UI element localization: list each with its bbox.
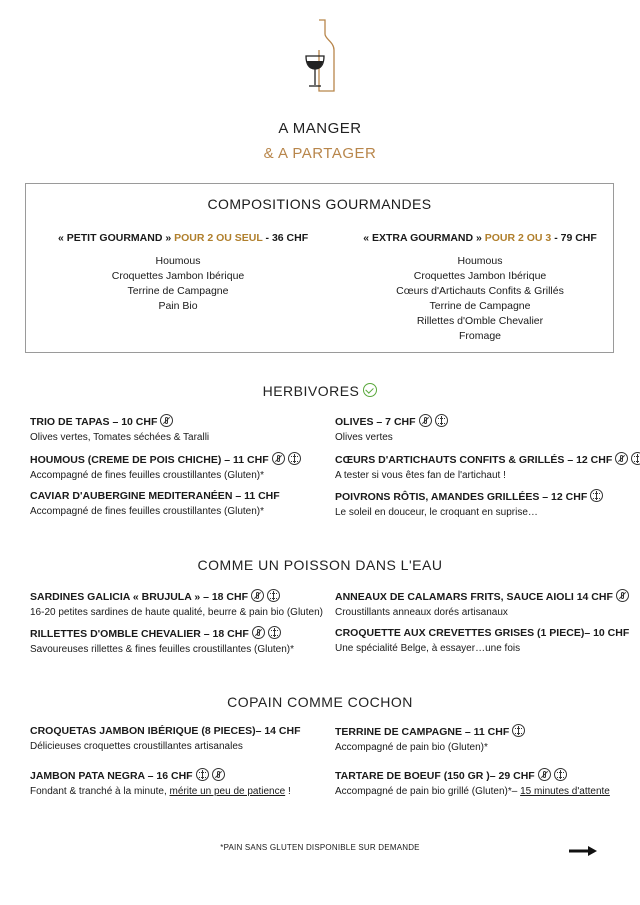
menu-item <box>335 414 448 445</box>
item-desc: Accompagné de fines feuilles croustillantes (Gluten)* <box>30 506 265 517</box>
compositions-box <box>25 183 614 353</box>
gluten-icon <box>512 724 525 737</box>
menu-item <box>30 724 301 754</box>
gluten-icon <box>631 452 640 465</box>
item-desc-text: Fondant & tranché à la minute, <box>30 786 170 797</box>
item-name: CROQUETTE AUX CREVETTES GRISES (1 PIECE)– 10 CHF <box>335 627 630 639</box>
combo-persons: POUR 2 OU 3 <box>484 232 552 244</box>
combo-extra-gourmand <box>355 232 605 344</box>
combo-name: « PETIT GOURMAND » <box>58 232 172 244</box>
list-item: Houmous <box>155 255 201 267</box>
item-desc: Accompagné de fines feuilles croustillantes (Gluten)* <box>30 470 265 481</box>
gluten-icon <box>590 489 603 502</box>
menu-item <box>335 452 640 483</box>
item-desc-underlined: 15 minutes d'attente <box>520 786 610 797</box>
menu-item <box>30 626 294 657</box>
gluten-free-icon <box>615 452 628 465</box>
gluten-free-icon <box>419 414 432 427</box>
list-item: Fromage <box>458 330 501 342</box>
item-desc: Accompagné de pain bio (Gluten)* <box>335 742 488 753</box>
menu-item <box>30 489 280 519</box>
item-name: CAVIAR D'AUBERGINE MEDITERANÉEN – 11 CHF <box>30 490 280 502</box>
combo-price: - 36 CHF <box>265 232 309 244</box>
combo-petit-gourmand <box>58 232 309 314</box>
combo-persons: POUR 2 OU SEUL <box>174 232 263 244</box>
list-item: Houmous <box>457 255 503 267</box>
gluten-icon <box>196 768 209 781</box>
item-name: JAMBON PATA NEGRA – 16 CHF <box>30 770 193 782</box>
combo-price: - 79 CHF <box>554 232 597 244</box>
item-desc: A tester si vous êtes fan de l'artichaut ! <box>335 470 506 481</box>
item-desc-end: ! <box>285 786 291 797</box>
item-name: TARTARE DE BOEUF (150 GR )– 29 CHF <box>335 770 535 782</box>
combo-name: « EXTRA GOURMAND » <box>363 232 482 244</box>
page-title: A MANGER <box>278 120 362 137</box>
combo-head <box>355 232 605 244</box>
item-desc <box>335 785 610 799</box>
combo-list <box>355 254 605 344</box>
gluten-icon <box>435 414 448 427</box>
section-title-herbivores <box>0 383 640 399</box>
gluten-icon <box>288 452 301 465</box>
item-desc-underlined: mérite un peu de patience <box>169 786 286 797</box>
item-name: CŒURS D'ARTICHAUTS CONFITS & GRILLÉS – 12 CHF <box>335 454 613 466</box>
gluten-free-icon <box>538 768 551 781</box>
gluten-icon <box>268 626 281 639</box>
list-item: Croquettes Jambon Ibérique <box>111 270 245 282</box>
menu-item <box>30 589 323 620</box>
section-title-poisson: COMME UN POISSON DANS L'EAU <box>197 557 443 573</box>
item-desc: Olives vertes <box>335 432 393 443</box>
item-desc: Le soleil en douceur, le croquant en suprise… <box>335 507 538 518</box>
item-name: OLIVES – 7 CHF <box>335 416 416 428</box>
gluten-free-note: *PAIN SANS GLUTEN DISPONIBLE SUR DEMANDE <box>220 843 420 852</box>
list-item: Cœurs d'Artichauts Confits & Grillés <box>396 285 564 297</box>
item-desc: Délicieuses croquettes croustillantes artisanales <box>30 741 243 752</box>
list-item: Pain Bio <box>158 300 198 312</box>
gluten-free-icon <box>616 589 629 602</box>
list-item: Terrine de Campagne <box>127 285 229 297</box>
section-title-text: HERBIVORES <box>262 383 360 399</box>
item-name: ANNEAUX DE CALAMARS FRITS, SAUCE AIOLI 14 CHF <box>335 591 613 603</box>
item-name: SARDINES GALICIA « BRUJULA » – 18 CHF <box>30 591 249 603</box>
item-desc-text: Accompagné de pain bio grillé (Gluten)*– <box>335 786 521 797</box>
list-item: Terrine de Campagne <box>429 300 531 312</box>
gluten-free-icon <box>252 626 265 639</box>
item-desc: Olives vertes, Tomates séchées & Taralli <box>30 432 210 443</box>
menu-item <box>335 589 629 620</box>
menu-item <box>335 724 525 755</box>
item-desc: Savoureuses rillettes & fines feuilles croustillantes (Gluten)* <box>30 644 295 655</box>
item-desc: Croustillants anneaux dorés artisanaux <box>335 607 508 618</box>
list-item: Rillettes d'Omble Chevalier <box>416 315 544 327</box>
item-name: TERRINE DE CAMPAGNE – 11 CHF <box>335 726 510 738</box>
menu-item <box>30 452 301 483</box>
menu-item <box>335 489 603 520</box>
item-name: POIVRONS RÔTIS, AMANDES GRILLÉES – 12 CHF <box>335 491 588 503</box>
wine-bottle-glass-icon <box>300 18 340 93</box>
item-desc: 16-20 petites sardines de haute qualité, beurre & pain bio (Gluten) <box>30 607 323 618</box>
item-desc <box>30 785 291 799</box>
list-item: Croquettes Jambon Ibérique <box>413 270 547 282</box>
menu-item <box>335 626 629 656</box>
gluten-free-icon <box>160 414 173 427</box>
menu-item <box>30 414 209 445</box>
combo-head <box>58 232 309 244</box>
page-subtitle: & A PARTAGER <box>263 145 377 162</box>
item-desc: Une spécialité Belge, à essayer…une fois <box>335 643 521 654</box>
menu-item <box>30 768 291 799</box>
item-name: CROQUETAS JAMBON IBÉRIQUE (8 PIECES)– 14 CHF <box>30 725 301 737</box>
gluten-free-icon <box>272 452 285 465</box>
combo-list <box>58 254 298 314</box>
arrow-right-icon[interactable] <box>569 846 597 856</box>
compositions-title: COMPOSITIONS GOURMANDES <box>207 196 432 212</box>
gluten-free-icon <box>251 589 264 602</box>
item-name: HOUMOUS (CREME DE POIS CHICHE) – 11 CHF <box>30 454 269 466</box>
leaf-icon <box>363 383 377 397</box>
section-title-cochon: COPAIN COMME COCHON <box>227 694 413 710</box>
item-name: RILLETTES D'OMBLE CHEVALIER – 18 CHF <box>30 628 249 640</box>
gluten-icon <box>554 768 567 781</box>
gluten-free-icon <box>212 768 225 781</box>
gluten-icon <box>267 589 280 602</box>
item-name: TRIO DE TAPAS – 10 CHF <box>30 416 158 428</box>
menu-item <box>335 768 610 799</box>
